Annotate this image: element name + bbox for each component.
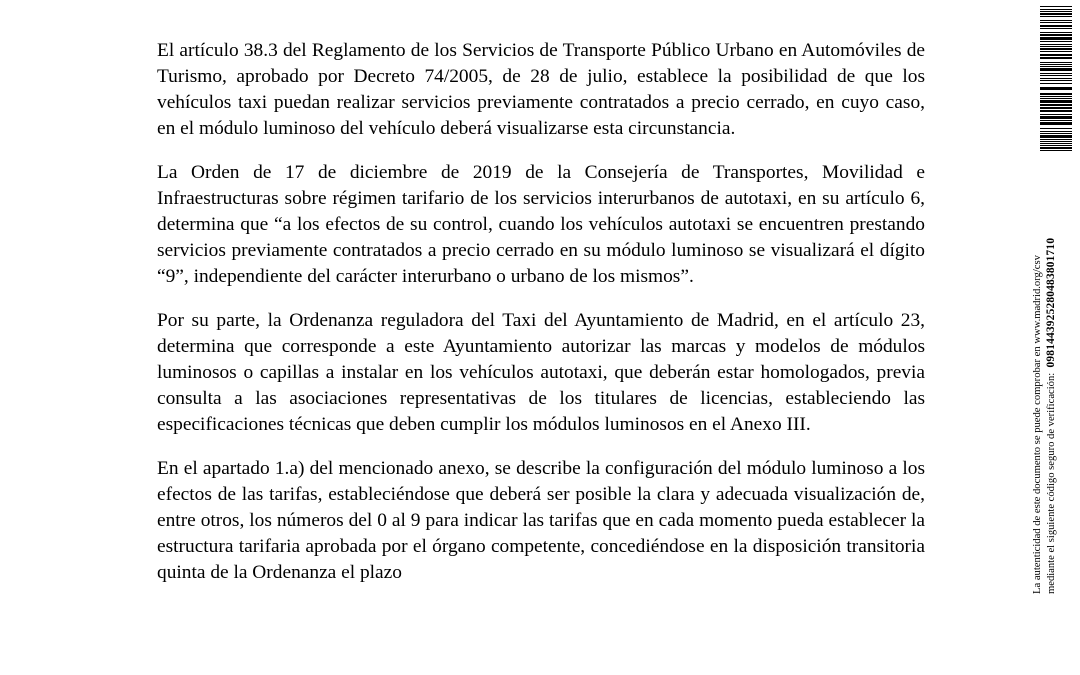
verification-line-2-label: mediante el siguiente código seguro de verificación: [1046,372,1057,594]
verification-line-1: La autenticidad de este documento se puede comprobar en www.madrid.org/csv [1032,255,1043,594]
verification-code: 0981443925280483801710 [1045,237,1057,368]
verification-line-2 [1045,238,1058,594]
paragraph-4: En el apartado 1.a) del mencionado anexo, se describe la configuración del módulo luminoso a los efectos de las tarifas, estableciéndose que deberá ser posible la clara y adecuada visualización de, entre otros, los números del 0 al 9 para indicar las tarifas que en cada momento pueda establecer la estructura tarifaria aprobada por el órgano competente, concediéndose en la disposición transitoria quinta de la Ordenanza el plazo [157,458,925,583]
verification-text [1030,0,1080,675]
verification-strip [1030,0,1080,675]
document-body [157,38,925,586]
paragraph-3: Por su parte, la Ordenanza reguladora del Taxi del Ayuntamiento de Madrid, en el artículo 23, determina que corresponde a este Ayuntamiento autorizar las marcas y modelos de módulos luminosos o capillas a instalar en los vehículos autotaxi, que deberán estar homologados, previa consulta a las asociaciones representativas de los titulares de licencias, estableciendo las especificaciones técnicas que deben cumplir los módulos luminosos en el Anexo III. [157,310,925,435]
paragraph-2: La Orden de 17 de diciembre de 2019 de la Consejería de Transportes, Movilidad e Infraestructuras sobre régimen tarifario de los servicios interurbanos de autotaxi, en su artículo 6, determina que “a los efectos de su control, cuando los vehículos autotaxi se encuentren prestando servicios previamente contratados a precio cerrado en su módulo luminoso se visualizará el dígito “9”, independiente del carácter interurbano o urbano de los mismos”. [157,162,925,287]
paragraph-1: El artículo 38.3 del Reglamento de los Servicios de Transporte Público Urbano en Automóviles de Turismo, aprobado por Decreto 74/2005, de 28 de julio, establece la posibilidad de que los vehículos taxi puedan realizar servicios previamente contratados a precio cerrado, en cuyo caso, en el módulo luminoso del vehículo deberá visualizarse esta circunstancia. [157,40,925,139]
